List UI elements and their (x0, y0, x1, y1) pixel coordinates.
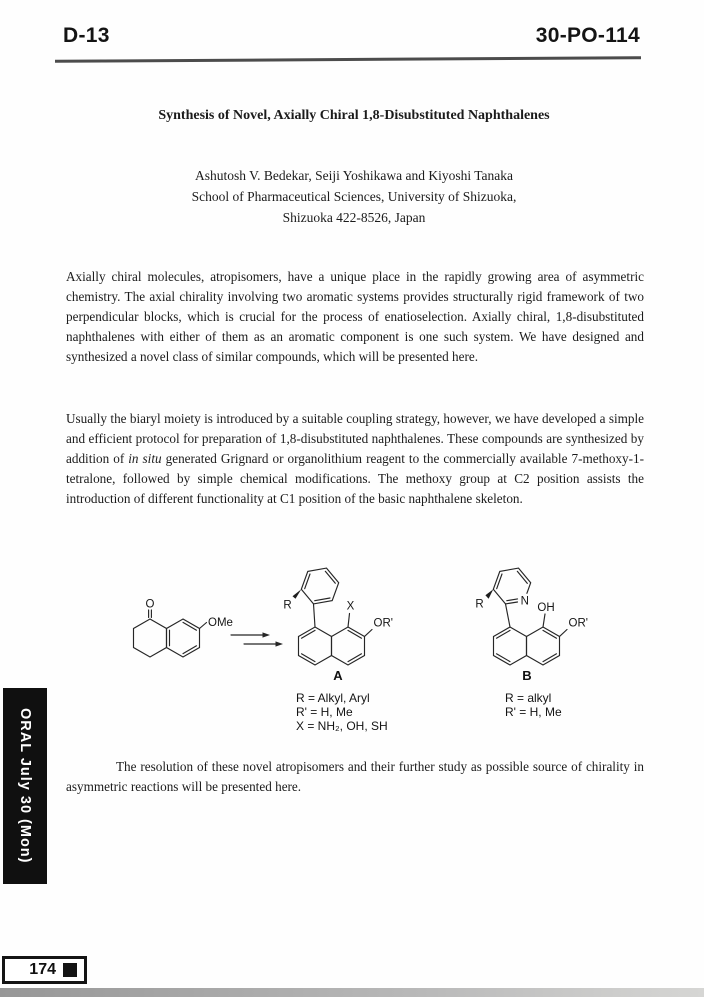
abstract-paragraph-1: Axially chiral molecules, atropisomers, have a unique place in the rapidly growing area of asymmetric chemistry. The axial chirality involving two aromatic systems provides structurally rigid framework of two perpendicular blocks, which is crucial for the process of enatioselection. Axially chiral, 1,8-disubstituted naphthalenes with either of them as an aromatic component is one such system. We have designed and synthesized a novel class of similar compounds, which will be presented here. (66, 269, 644, 364)
affiliation-line-2: Shizuoka 422-8526, Japan (282, 210, 426, 225)
scan-edge (0, 988, 704, 997)
closing-paragraph: The resolution of these novel atropisomers and their further study as possible source of chirality in asymmetric reactions will be presented here. (66, 759, 644, 794)
compound-b-letter: B (522, 668, 532, 683)
compound-a-or-label: OR' (373, 617, 393, 630)
legend-line: R' = H, Me (505, 705, 562, 719)
carbonyl-o-label: O (145, 598, 155, 611)
legend-line: R = Alkyl, Aryl (296, 691, 370, 705)
in-situ-italic: in situ (128, 451, 162, 466)
session-tab-label: ORAL July 30 (Mon) (17, 708, 33, 864)
paragraph-2-text: Usually the biaryl moiety is introduced by a suitable coupling strategy, however, we have developed a simple and efficient protocol for preparation of 1,8-disubstituted naphthalenes. These compounds are synthesized by addition of (66, 411, 644, 466)
pyridine-n-label: N (520, 595, 529, 608)
compound-b-r-label: R (475, 598, 484, 611)
poster-code: 30-PO-114 (535, 24, 640, 47)
author-names: Ashutosh V. Bedekar, Seiji Yoshikawa and Kiyoshi Tanaka (194, 168, 513, 183)
session-code: D-13 (63, 24, 110, 47)
page-number-marker (63, 963, 77, 977)
compound-b-oh-label: OH (537, 602, 555, 614)
affiliation-line-1: School of Pharmaceutical Sciences, University of Shizuoka, (191, 189, 517, 204)
compound-a-legend (296, 691, 388, 733)
page-number-box (2, 956, 87, 984)
header-rule (55, 56, 641, 63)
compound-b-legend (505, 691, 562, 719)
paragraph-2-text-cont: generated Grignard or organolithium reagent to the commercially available 7-methoxy-1-tetralone, followed by simple chemical modifications. The methoxy group at C2 position assists the introduction of different functionality at C1 position of the basic naphthalene skeleton. (66, 451, 644, 506)
abstract-paragraph-2 (66, 409, 644, 509)
author-block (66, 165, 642, 228)
compound-a-x-label: X (346, 600, 355, 613)
compound-b-or-label: OR' (568, 617, 588, 630)
compound-b-structure (460, 555, 620, 680)
page-number: 174 (29, 961, 56, 978)
compound-a-structure (275, 555, 425, 680)
legend-line: R = alkyl (505, 691, 552, 705)
legend-line: X = NH₂, OH, SH (296, 719, 388, 733)
compound-a-r-label: R (283, 599, 292, 612)
legend-line: R' = H, Me (296, 705, 353, 719)
paper-title: Synthesis of Novel, Axially Chiral 1,8-Disubstituted Naphthalenes (158, 108, 550, 123)
methoxy-label: OMe (208, 617, 233, 629)
compound-a-letter: A (333, 668, 343, 683)
session-tab (3, 688, 47, 884)
